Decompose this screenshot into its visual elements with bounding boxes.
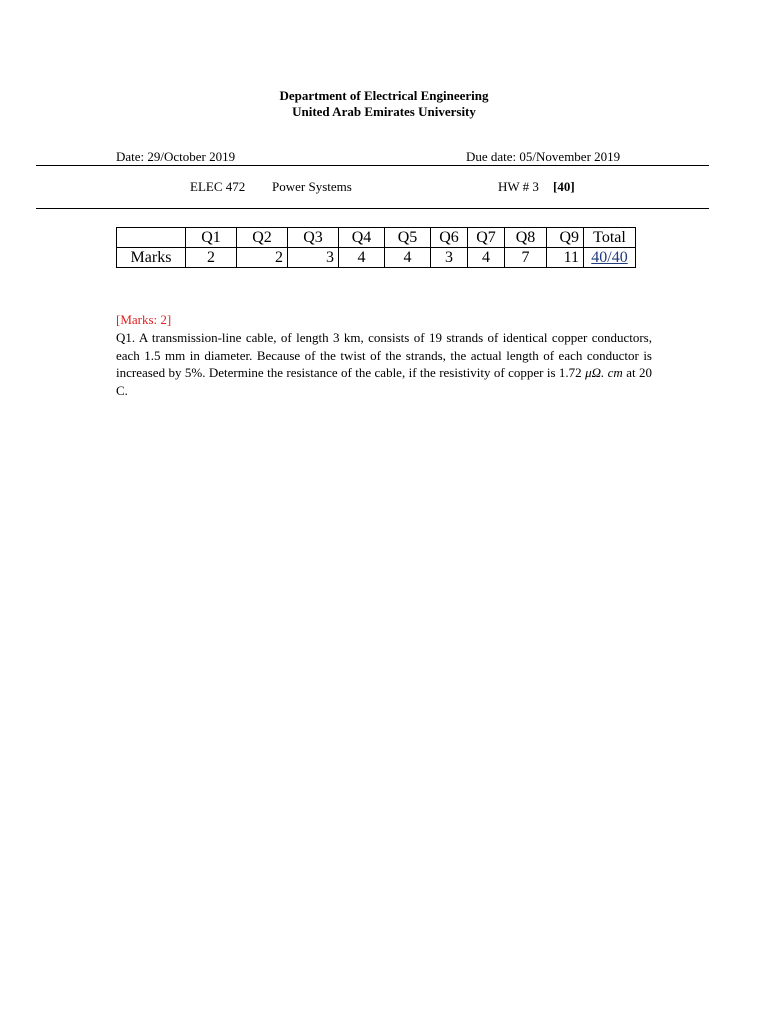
top-divider — [36, 165, 709, 166]
marks-q6: 3 — [431, 248, 468, 268]
homework-total-marks: [40] — [553, 179, 575, 194]
header-q4: Q4 — [339, 228, 385, 248]
marks-q7: 4 — [468, 248, 505, 268]
course-name: Power Systems — [272, 179, 352, 194]
question1-marks-note: [Marks: 2] — [116, 312, 172, 327]
marks-total: 40/40 — [584, 248, 636, 268]
marks-q2: 2 — [237, 248, 288, 268]
university-title: United Arab Emirates University — [292, 104, 476, 119]
header-q3: Q3 — [288, 228, 339, 248]
header-q8: Q8 — [505, 228, 547, 248]
marks-table-values-row — [117, 248, 636, 268]
question1-body: Q1. A transmission-line cable, of length 3 km, consists of 19 strands of identical copper conductors, each 1.5 mm in diameter. Because of the twist of the strands, the actual length of each conductor is increased by 5%. Determine the resistance of the cable, if the resistivity of copper is 1.72 — [116, 330, 652, 380]
question1-ending: at 20 C. — [116, 365, 652, 398]
header-q5: Q5 — [385, 228, 431, 248]
marks-table-header-row — [117, 228, 636, 248]
resistivity-unit: μΩ. cm — [585, 365, 623, 380]
marks-table-corner — [117, 228, 186, 248]
bottom-divider — [36, 208, 709, 209]
marks-q1: 2 — [186, 248, 237, 268]
header-q9: Q9 — [547, 228, 584, 248]
due-date: Due date: 05/November 2019 — [466, 149, 621, 164]
marks-q3: 3 — [288, 248, 339, 268]
marks-q9: 11 — [547, 248, 584, 268]
header-total: Total — [584, 228, 636, 248]
header-q2: Q2 — [237, 228, 288, 248]
issue-date: Date: 29/October 2019 — [116, 149, 236, 164]
marks-q8: 7 — [505, 248, 547, 268]
marks-row-label: Marks — [117, 248, 186, 268]
header-q7: Q7 — [468, 228, 505, 248]
homework-number: HW # 3 — [498, 179, 539, 194]
course-code: ELEC 472 — [190, 179, 246, 194]
department-title: Department of Electrical Engineering — [279, 88, 489, 103]
header-q6: Q6 — [431, 228, 468, 248]
marks-q5: 4 — [385, 248, 431, 268]
marks-q4: 4 — [339, 248, 385, 268]
question1-text — [116, 329, 652, 399]
header-q1: Q1 — [186, 228, 237, 248]
marks-table — [116, 227, 636, 268]
